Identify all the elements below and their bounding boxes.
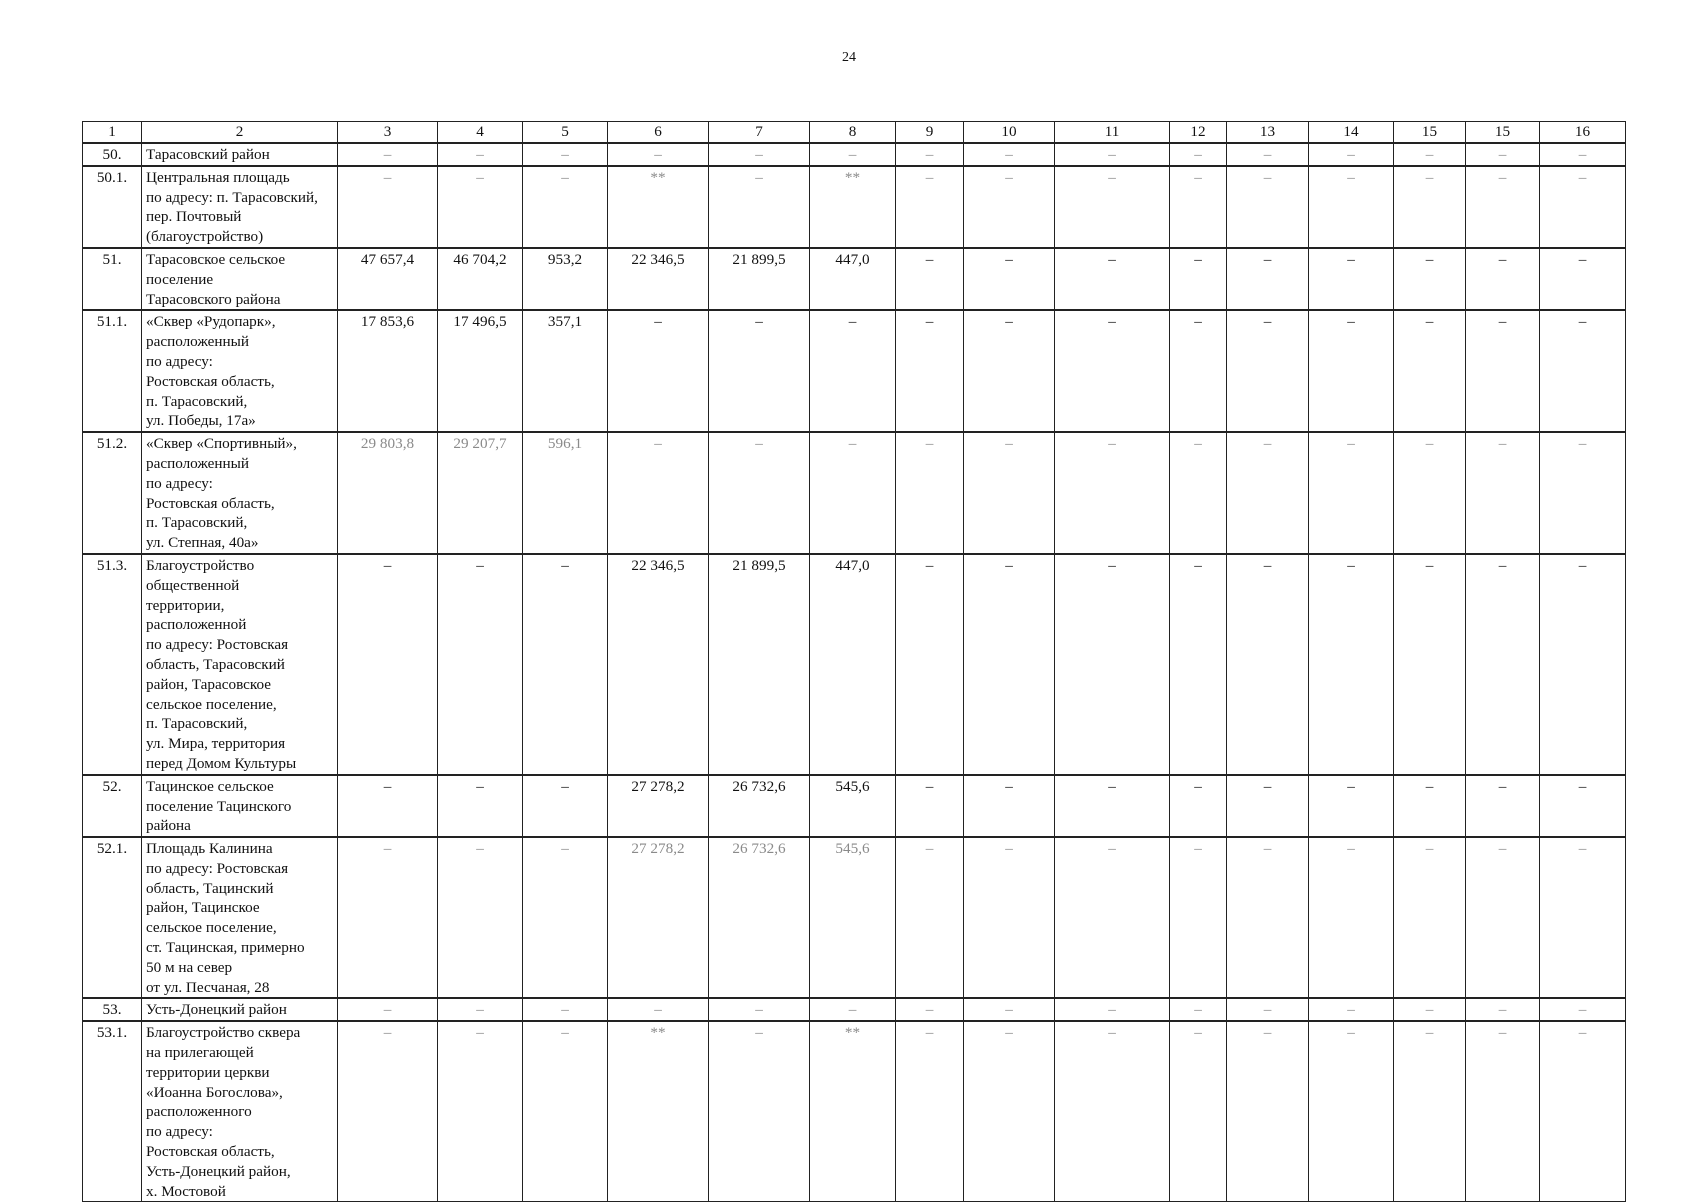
cell-value: –: [1170, 166, 1227, 248]
cell-value: 21 899,5: [709, 554, 810, 775]
cell-value: 17 496,5: [438, 310, 523, 432]
cell-value: –: [438, 554, 523, 775]
column-header: 14: [1309, 122, 1394, 144]
table-row: [83, 998, 1626, 1021]
table-row: [83, 554, 1626, 775]
row-name: Площадь Калинина по адресу: Ростовская область, Тацинский район, Тацинское сельское поселение, ст. Тацинская, примерно 50 м на север от ул. Песчаная, 28: [142, 837, 338, 998]
cell-value: –: [1394, 998, 1466, 1021]
table-row: [83, 775, 1626, 837]
cell-value: –: [1055, 310, 1170, 432]
column-header: 7: [709, 122, 810, 144]
cell-value: 26 732,6: [709, 837, 810, 998]
column-header: 13: [1227, 122, 1309, 144]
cell-value: 29 207,7: [438, 432, 523, 554]
cell-value: 953,2: [523, 248, 608, 310]
cell-value: –: [1466, 310, 1540, 432]
cell-value: –: [523, 775, 608, 837]
cell-value: **: [608, 1021, 709, 1202]
row-number: 53.: [83, 998, 142, 1021]
cell-value: –: [896, 166, 964, 248]
cell-value: –: [1540, 554, 1626, 775]
column-header: 2: [142, 122, 338, 144]
cell-value: –: [1540, 775, 1626, 837]
cell-value: –: [1466, 554, 1540, 775]
cell-value: –: [709, 998, 810, 1021]
cell-value: –: [1466, 1021, 1540, 1202]
row-number: 51.3.: [83, 554, 142, 775]
cell-value: –: [1227, 432, 1309, 554]
cell-value: –: [1466, 432, 1540, 554]
cell-value: –: [1394, 143, 1466, 166]
cell-value: –: [1170, 432, 1227, 554]
cell-value: –: [709, 432, 810, 554]
table-row: [83, 143, 1626, 166]
table-row: [83, 248, 1626, 310]
cell-value: –: [1227, 310, 1309, 432]
row-number: 52.1.: [83, 837, 142, 998]
cell-value: –: [1170, 837, 1227, 998]
cell-value: –: [1309, 775, 1394, 837]
cell-value: –: [438, 998, 523, 1021]
cell-value: –: [1309, 1021, 1394, 1202]
cell-value: **: [810, 166, 896, 248]
cell-value: –: [338, 775, 438, 837]
column-header: 3: [338, 122, 438, 144]
cell-value: –: [896, 837, 964, 998]
cell-value: –: [896, 1021, 964, 1202]
cell-value: –: [709, 143, 810, 166]
cell-value: –: [1227, 775, 1309, 837]
row-number: 51.1.: [83, 310, 142, 432]
cell-value: –: [810, 310, 896, 432]
row-name: Тарасовский район: [142, 143, 338, 166]
cell-value: –: [1466, 166, 1540, 248]
cell-value: –: [709, 166, 810, 248]
cell-value: –: [896, 248, 964, 310]
cell-value: –: [1309, 998, 1394, 1021]
cell-value: –: [608, 998, 709, 1021]
cell-value: –: [1055, 837, 1170, 998]
table-row: [83, 166, 1626, 248]
cell-value: –: [1055, 248, 1170, 310]
column-header: 5: [523, 122, 608, 144]
table-body: [83, 143, 1626, 1202]
row-number: 52.: [83, 775, 142, 837]
cell-value: –: [964, 775, 1055, 837]
column-header: 10: [964, 122, 1055, 144]
cell-value: –: [1466, 998, 1540, 1021]
cell-value: –: [964, 143, 1055, 166]
cell-value: –: [1466, 248, 1540, 310]
cell-value: –: [608, 432, 709, 554]
column-header: 9: [896, 122, 964, 144]
cell-value: –: [964, 432, 1055, 554]
cell-value: –: [1309, 554, 1394, 775]
cell-value: 47 657,4: [338, 248, 438, 310]
cell-value: –: [1540, 248, 1626, 310]
table-row: [83, 1021, 1626, 1202]
cell-value: –: [1394, 432, 1466, 554]
cell-value: 27 278,2: [608, 775, 709, 837]
cell-value: –: [1309, 166, 1394, 248]
cell-value: –: [523, 1021, 608, 1202]
cell-value: –: [608, 310, 709, 432]
cell-value: –: [438, 1021, 523, 1202]
cell-value: 46 704,2: [438, 248, 523, 310]
cell-value: –: [1394, 310, 1466, 432]
cell-value: –: [1540, 1021, 1626, 1202]
cell-value: –: [1309, 310, 1394, 432]
cell-value: –: [1055, 998, 1170, 1021]
column-header: 11: [1055, 122, 1170, 144]
cell-value: –: [1394, 775, 1466, 837]
cell-value: –: [1227, 143, 1309, 166]
cell-value: –: [1055, 432, 1170, 554]
cell-value: –: [523, 554, 608, 775]
column-header: 6: [608, 122, 709, 144]
cell-value: –: [896, 998, 964, 1021]
cell-value: –: [810, 998, 896, 1021]
cell-value: –: [1170, 248, 1227, 310]
cell-value: –: [896, 310, 964, 432]
cell-value: 357,1: [523, 310, 608, 432]
row-name: Усть-Донецкий район: [142, 998, 338, 1021]
cell-value: 545,6: [810, 837, 896, 998]
cell-value: –: [1309, 432, 1394, 554]
row-name: Центральная площадь по адресу: п. Тарасовский, пер. Почтовый (благоустройство): [142, 166, 338, 248]
column-header: 15: [1466, 122, 1540, 144]
row-number: 50.: [83, 143, 142, 166]
cell-value: –: [1394, 837, 1466, 998]
cell-value: –: [523, 837, 608, 998]
cell-value: –: [709, 310, 810, 432]
cell-value: –: [1170, 998, 1227, 1021]
cell-value: –: [1170, 1021, 1227, 1202]
cell-value: –: [1055, 554, 1170, 775]
cell-value: –: [438, 775, 523, 837]
cell-value: –: [1309, 143, 1394, 166]
cell-value: 22 346,5: [608, 554, 709, 775]
column-header: 8: [810, 122, 896, 144]
cell-value: –: [523, 166, 608, 248]
table-row: [83, 310, 1626, 432]
cell-value: –: [1466, 775, 1540, 837]
cell-value: –: [1540, 166, 1626, 248]
cell-value: –: [1170, 310, 1227, 432]
cell-value: –: [338, 998, 438, 1021]
data-table: [82, 121, 1626, 1202]
cell-value: –: [1227, 248, 1309, 310]
cell-value: –: [338, 1021, 438, 1202]
cell-value: –: [438, 143, 523, 166]
cell-value: –: [1227, 837, 1309, 998]
cell-value: –: [964, 998, 1055, 1021]
row-name: Благоустройство сквера на прилегающей территории церкви «Иоанна Богослова», расположенного по адресу: Ростовская область, Усть-Донецкий район, х. Мостовой: [142, 1021, 338, 1202]
cell-value: –: [438, 837, 523, 998]
row-name: «Сквер «Спортивный», расположенный по адресу: Ростовская область, п. Тарасовский, ул. Степная, 40а»: [142, 432, 338, 554]
cell-value: –: [1055, 143, 1170, 166]
cell-value: –: [896, 775, 964, 837]
cell-value: –: [964, 837, 1055, 998]
cell-value: –: [1466, 143, 1540, 166]
cell-value: 17 853,6: [338, 310, 438, 432]
cell-value: 26 732,6: [709, 775, 810, 837]
table-row: [83, 432, 1626, 554]
cell-value: –: [1394, 248, 1466, 310]
cell-value: 21 899,5: [709, 248, 810, 310]
cell-value: –: [1170, 554, 1227, 775]
column-header: 4: [438, 122, 523, 144]
cell-value: –: [1466, 837, 1540, 998]
cell-value: –: [896, 554, 964, 775]
page-number: 24: [842, 50, 856, 65]
cell-value: –: [1170, 143, 1227, 166]
cell-value: –: [438, 166, 523, 248]
row-number: 51.2.: [83, 432, 142, 554]
cell-value: –: [1394, 1021, 1466, 1202]
cell-value: –: [1540, 998, 1626, 1021]
cell-value: –: [1055, 775, 1170, 837]
cell-value: –: [1309, 837, 1394, 998]
header-row: [83, 122, 1626, 144]
row-number: 50.1.: [83, 166, 142, 248]
cell-value: –: [964, 554, 1055, 775]
cell-value: –: [1227, 554, 1309, 775]
cell-value: –: [1309, 248, 1394, 310]
cell-value: –: [523, 143, 608, 166]
cell-value: –: [1540, 143, 1626, 166]
cell-value: –: [1394, 166, 1466, 248]
cell-value: –: [338, 166, 438, 248]
cell-value: –: [608, 143, 709, 166]
cell-value: 447,0: [810, 554, 896, 775]
cell-value: –: [810, 432, 896, 554]
cell-value: –: [1227, 1021, 1309, 1202]
row-number: 53.1.: [83, 1021, 142, 1202]
cell-value: –: [1394, 554, 1466, 775]
row-name: «Сквер «Рудопарк», расположенный по адресу: Ростовская область, п. Тарасовский, ул. Победы, 17а»: [142, 310, 338, 432]
cell-value: –: [896, 432, 964, 554]
cell-value: –: [1170, 775, 1227, 837]
column-header: 12: [1170, 122, 1227, 144]
column-header: 15: [1394, 122, 1466, 144]
row-name: Тацинское сельское поселение Тацинского района: [142, 775, 338, 837]
cell-value: –: [964, 310, 1055, 432]
cell-value: –: [1227, 998, 1309, 1021]
cell-value: –: [709, 1021, 810, 1202]
cell-value: –: [896, 143, 964, 166]
cell-value: –: [1055, 1021, 1170, 1202]
column-header: 1: [83, 122, 142, 144]
cell-value: –: [810, 143, 896, 166]
cell-value: 447,0: [810, 248, 896, 310]
cell-value: –: [1540, 837, 1626, 998]
row-name: Благоустройство общественной территории, расположенной по адресу: Ростовская область, Тарасовский район, Тарасовское сельское поселение, п. Тарасовский, ул. Мира, территория перед Домом Культуры: [142, 554, 338, 775]
row-name: Тарасовское сельское поселение Тарасовского района: [142, 248, 338, 310]
cell-value: –: [1055, 166, 1170, 248]
cell-value: –: [338, 554, 438, 775]
cell-value: **: [608, 166, 709, 248]
cell-value: –: [338, 143, 438, 166]
cell-value: 596,1: [523, 432, 608, 554]
cell-value: –: [964, 166, 1055, 248]
table-row: [83, 837, 1626, 998]
cell-value: 22 346,5: [608, 248, 709, 310]
cell-value: –: [523, 998, 608, 1021]
cell-value: –: [964, 1021, 1055, 1202]
cell-value: –: [338, 837, 438, 998]
column-header: 16: [1540, 122, 1626, 144]
cell-value: 545,6: [810, 775, 896, 837]
cell-value: –: [1540, 310, 1626, 432]
cell-value: –: [1227, 166, 1309, 248]
cell-value: **: [810, 1021, 896, 1202]
cell-value: –: [1540, 432, 1626, 554]
cell-value: –: [964, 248, 1055, 310]
row-number: 51.: [83, 248, 142, 310]
cell-value: 27 278,2: [608, 837, 709, 998]
cell-value: 29 803,8: [338, 432, 438, 554]
